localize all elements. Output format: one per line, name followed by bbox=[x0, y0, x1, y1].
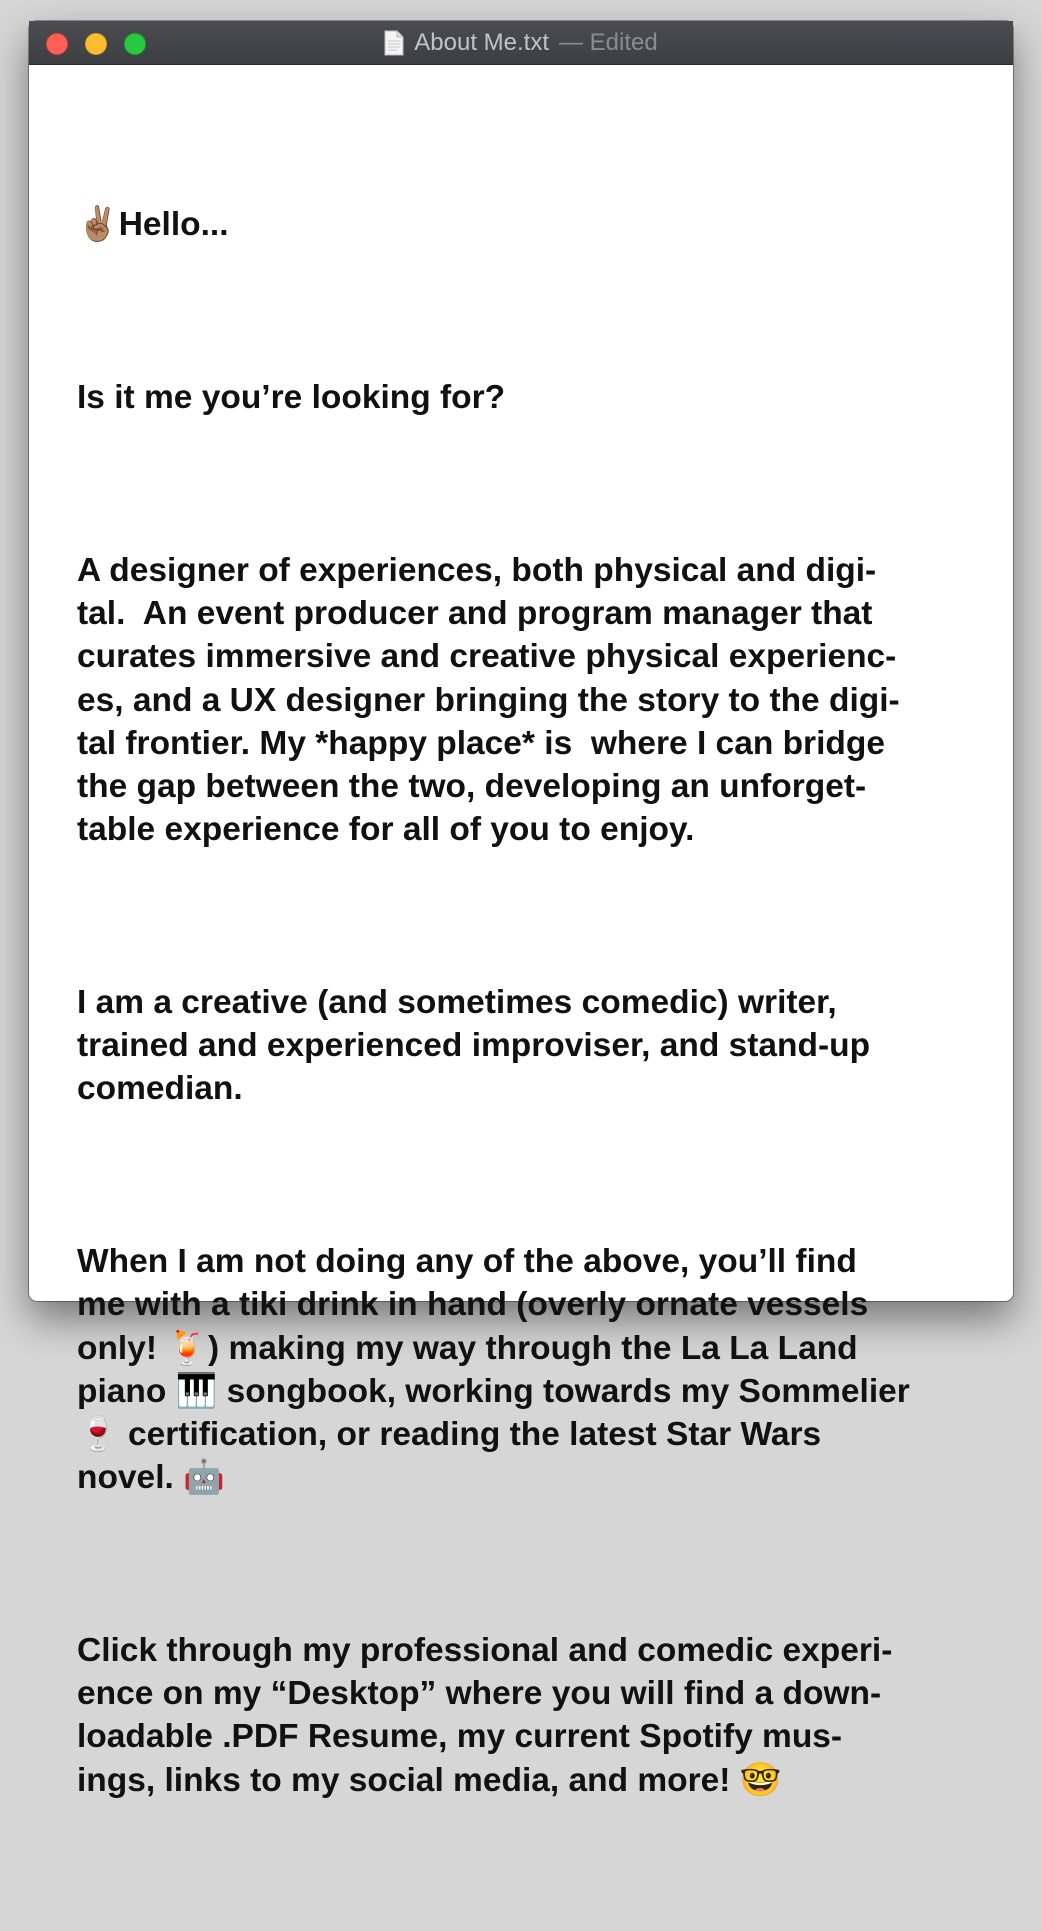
edited-status: — Edited bbox=[559, 29, 658, 56]
question-line: Is it me you’re looking for? bbox=[77, 379, 506, 417]
window-title bbox=[29, 21, 1013, 65]
window-title-text: About Me.txt bbox=[414, 29, 549, 56]
paragraph-writer: I am a creative (and sometimes comedic) writer, trained and experienced improviser, and stand-up comedian. bbox=[77, 984, 871, 1108]
paragraph-hobbies: When I am not doing any of the above, you’ll find me with a tiki drink in hand (overly ornate vessels only! 🍹) making my way through the La La Land piano 🎹 songbook, working towards my Sommelier 🍷 certification, or reading the latest Star Wars novel. 🤖 bbox=[77, 1243, 910, 1497]
title-bar[interactable] bbox=[29, 21, 1013, 65]
greeting-line: ✌🏽Hello... bbox=[77, 206, 229, 244]
text-editor-window bbox=[29, 21, 1013, 1799]
paragraph-designer: A designer of experiences, both physical and digi- tal. An event producer and program manager that curates immersive and creative physical experienc- es, and a UX designer bringing the story to the digi- tal frontier. My *happy place* is where I can bridge the gap between the two, developing an unforget- table experience for all of you to enjoy. bbox=[77, 552, 900, 849]
document-icon bbox=[384, 30, 404, 56]
paragraph-desktop: Click through my professional and comedic experi- ence on my “Desktop” where you will find a down- loadable .PDF Resume, my current Spotify mus- ings, links to my social media, and more! 🤓 bbox=[77, 1632, 893, 1799]
text-area[interactable] bbox=[29, 65, 1013, 1931]
